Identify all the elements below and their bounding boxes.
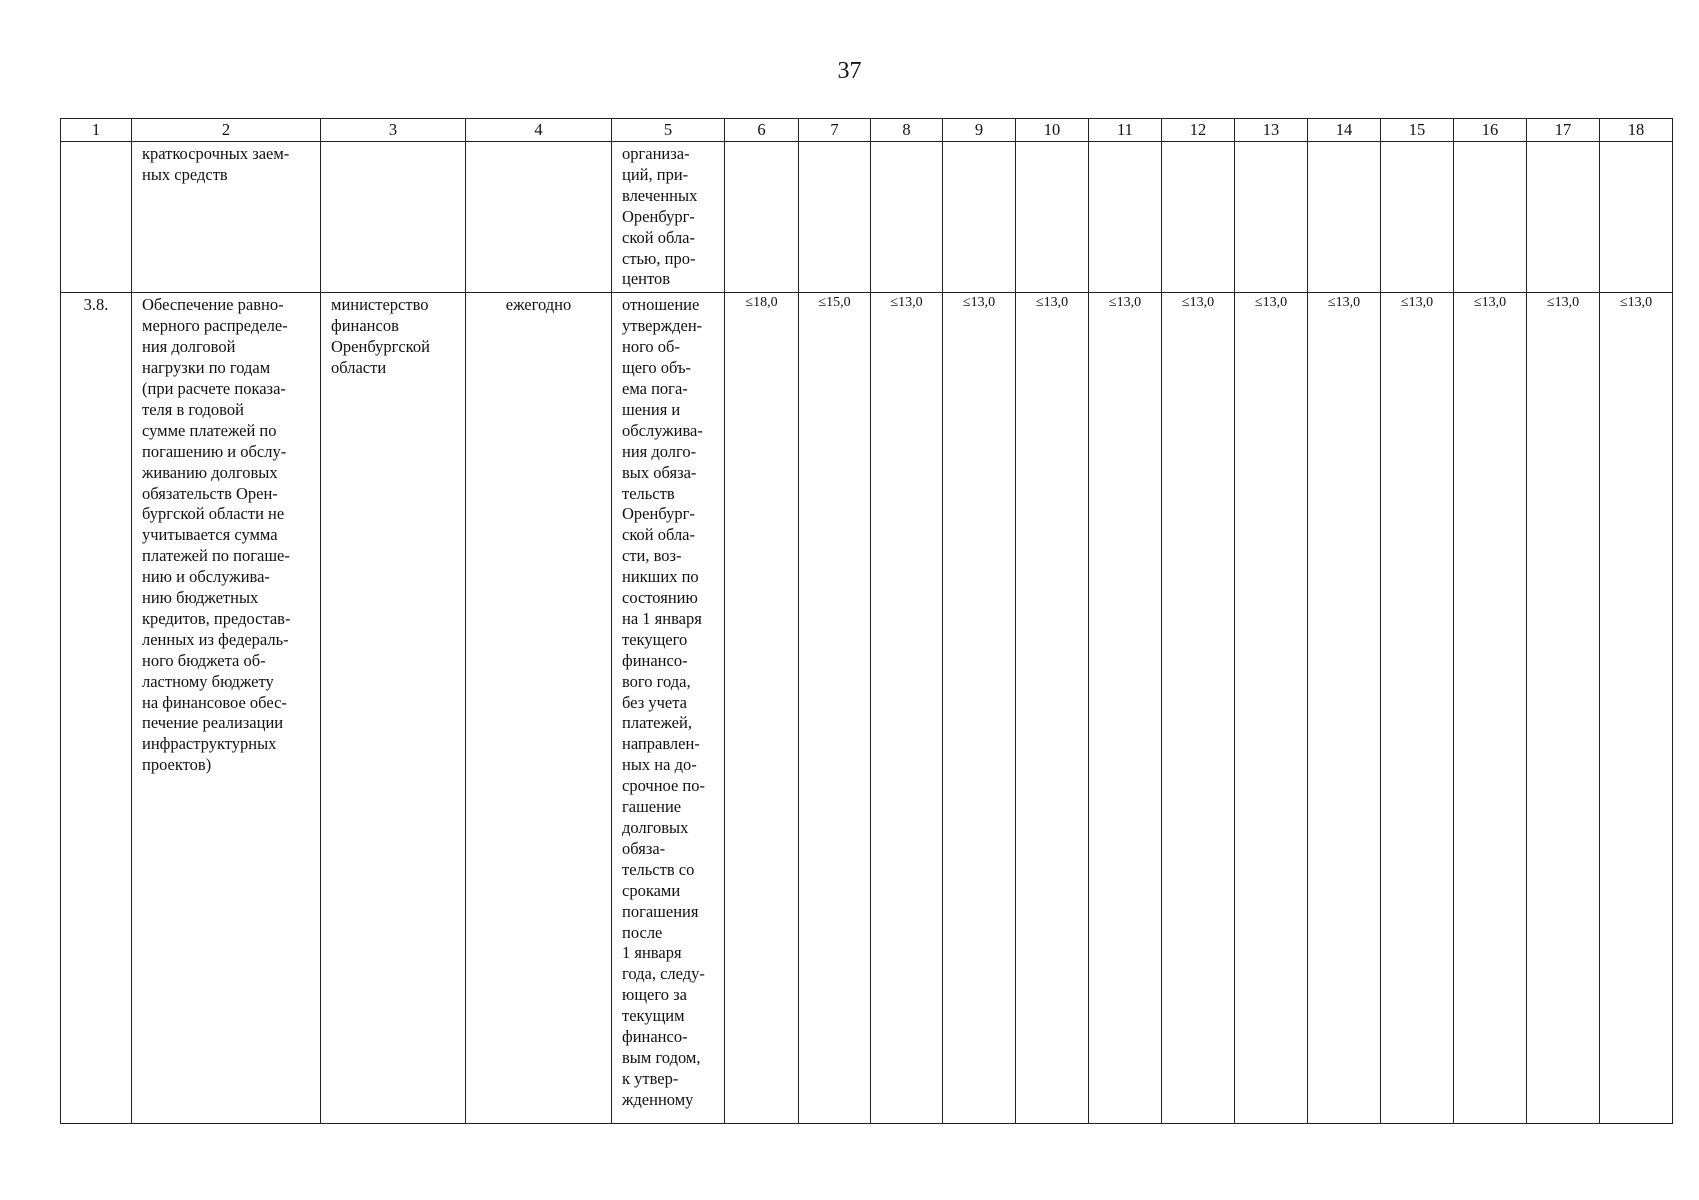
indicator-value: ≤13,0: [1381, 293, 1454, 1124]
column-number: 3: [321, 119, 466, 142]
indicator-value: [1308, 142, 1381, 293]
table-row: [61, 293, 1673, 1124]
indicator-value: ≤13,0: [1235, 293, 1308, 1124]
column-number: 12: [1162, 119, 1235, 142]
executor: [321, 142, 466, 293]
column-number: 18: [1600, 119, 1673, 142]
indicator-value: ≤13,0: [1527, 293, 1600, 1124]
indicator-value: [1016, 142, 1089, 293]
indicator-description: отношение утвержден- ного об- щего объ- ема пога- шения и обслужива- ния долго- вых обяза- тельств Оренбург- ской обла- сти, воз- никших по состоянию на 1 января текущего финансо- вого года, без учета платежей, направлен- ных на до- срочное по- гашение долговых обяза- тельств со сроками погашения после 1 января года, следу- ющего за текущим финансо- вым годом, к утвер- жденному: [612, 293, 725, 1124]
indicator-value: [1089, 142, 1162, 293]
indicator-value: [1381, 142, 1454, 293]
indicator-value: [943, 142, 1016, 293]
page-number: 37: [837, 58, 862, 84]
indicator-value: [1454, 142, 1527, 293]
indicator-value: ≤13,0: [943, 293, 1016, 1124]
indicator-value: ≤13,0: [1600, 293, 1673, 1124]
indicator-value: ≤13,0: [1308, 293, 1381, 1124]
indicator-value: ≤13,0: [1089, 293, 1162, 1124]
column-number: 17: [1527, 119, 1600, 142]
indicator-value: ≤13,0: [1162, 293, 1235, 1124]
column-number: 13: [1235, 119, 1308, 142]
indicator-value: [799, 142, 871, 293]
table-row: [61, 142, 1673, 293]
column-number: 2: [132, 119, 321, 142]
indicator-value: [1235, 142, 1308, 293]
indicator-description: организа- ций, при- влеченных Оренбург- ской обла- стью, про- центов: [612, 142, 725, 293]
column-number: 5: [612, 119, 725, 142]
executor: министерство финансов Оренбургской области: [321, 293, 466, 1124]
indicator-value: [1162, 142, 1235, 293]
column-number: 16: [1454, 119, 1527, 142]
column-number: 8: [871, 119, 943, 142]
row-index: 3.8.: [61, 293, 132, 1124]
column-number: 10: [1016, 119, 1089, 142]
indicator-value: ≤13,0: [1454, 293, 1527, 1124]
indicator-value: ≤18,0: [725, 293, 799, 1124]
measure-name: Обеспечение равно- мерного распределе- ния долговой нагрузки по годам (при расчете показа- теля в годовой сумме платежей по погашению и обслу- живанию долговых обязательств Орен- бургской области не учитывается сумма платежей по погаше- нию и обслужива- нию бюджетных кредитов, предостав- ленных из федераль- ного бюджета об- ластному бюджету на финансовое обес- печение реализации инфраструктурных проектов): [132, 293, 321, 1124]
column-number: 9: [943, 119, 1016, 142]
column-number-row: [61, 119, 1673, 142]
indicator-value: ≤13,0: [1016, 293, 1089, 1124]
column-number: 15: [1381, 119, 1454, 142]
measure-name: краткосрочных заем- ных средств: [132, 142, 321, 293]
indicator-value: ≤13,0: [871, 293, 943, 1124]
column-number: 6: [725, 119, 799, 142]
period: ежегодно: [466, 293, 612, 1124]
column-number: 1: [61, 119, 132, 142]
column-number: 4: [466, 119, 612, 142]
indicator-table: [60, 118, 1673, 1124]
indicator-value: [1600, 142, 1673, 293]
row-index: [61, 142, 132, 293]
indicator-value: [725, 142, 799, 293]
indicator-value: ≤15,0: [799, 293, 871, 1124]
column-number: 14: [1308, 119, 1381, 142]
column-number: 7: [799, 119, 871, 142]
indicator-value: [1527, 142, 1600, 293]
period: [466, 142, 612, 293]
column-number: 11: [1089, 119, 1162, 142]
indicator-value: [871, 142, 943, 293]
